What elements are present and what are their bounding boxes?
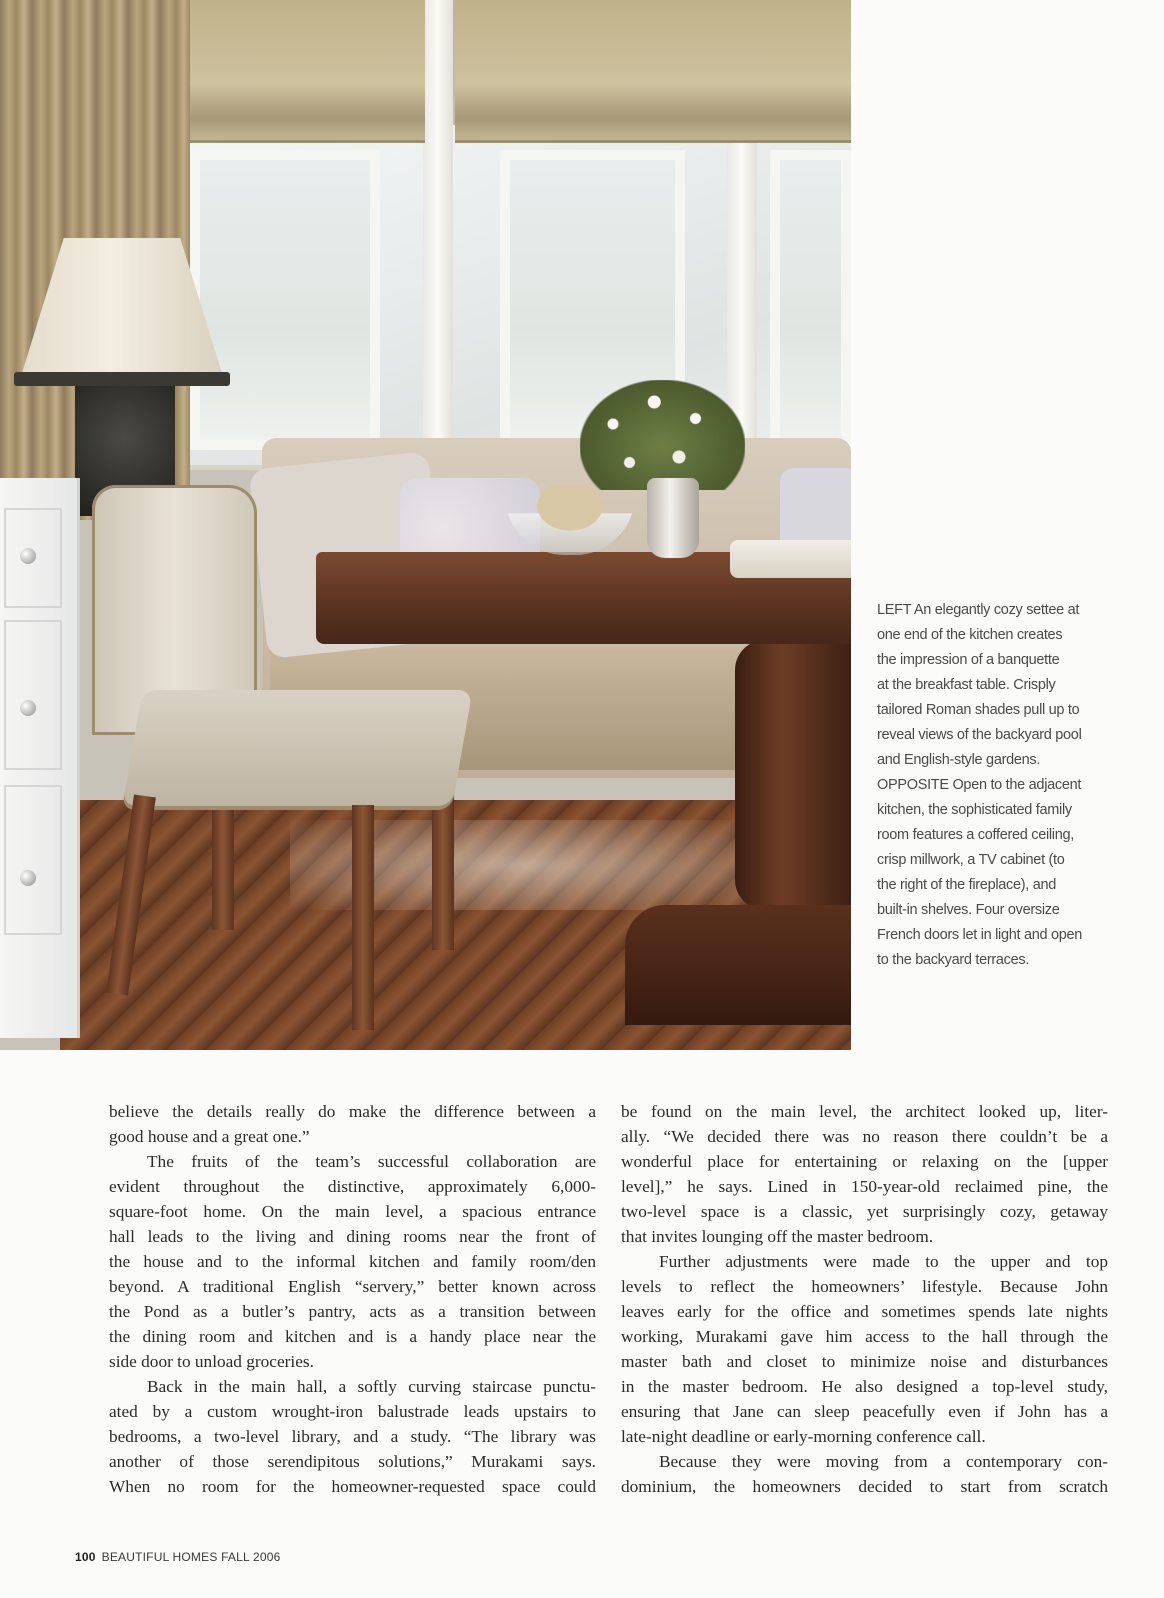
- caption-line: OPPOSITE Open to the adjacent: [877, 777, 1082, 793]
- body-line: The fruits of the team’s successful collaboration are: [147, 1152, 596, 1171]
- photo-drawer: [4, 620, 62, 770]
- body-line: be found on the main level, the architect looked up, liter-: [621, 1102, 1108, 1121]
- photo-drawer: [4, 785, 62, 935]
- body-line: Back in the main hall, a softly curving staircase punctu-: [147, 1377, 596, 1396]
- caption-line: the impression of a banquette: [877, 652, 1060, 668]
- photo-flowers: [580, 380, 745, 490]
- body-line: working, Murakami gave him access to the hall through the: [621, 1327, 1108, 1346]
- body-line: When no room for the homeowner-requested space could: [109, 1477, 596, 1496]
- body-line: that invites lounging off the master bedroom.: [621, 1227, 934, 1246]
- photo-chair-seat: [121, 690, 472, 810]
- caption-line: kitchen, the sophisticated family: [877, 802, 1072, 818]
- caption-line: room features a coffered ceiling,: [877, 827, 1074, 843]
- body-line: side door to unload groceries.: [109, 1352, 314, 1371]
- caption-line: built-in shelves. Four oversize: [877, 902, 1060, 918]
- body-line: two-level space is a classic, yet surprisingly cozy, getaway: [621, 1202, 1108, 1221]
- caption-line: and English-style gardens.: [877, 752, 1041, 768]
- caption-line: tailored Roman shades pull up to: [877, 702, 1080, 718]
- page-number: 100: [75, 1550, 96, 1564]
- body-line: ensuring that Jane can sleep peacefully even if John has a: [621, 1402, 1108, 1421]
- photo-roman-shade: [185, 0, 425, 143]
- caption-line: reveal views of the backyard pool: [877, 727, 1082, 743]
- caption-line: at the breakfast table. Crisply: [877, 677, 1056, 693]
- photo-table-foot: [625, 905, 851, 1025]
- photo-plates: [730, 540, 851, 578]
- body-line: leaves early for the office and sometimes spends late nights: [621, 1302, 1108, 1321]
- body-line: evident throughout the distinctive, approximately 6,000-: [109, 1177, 596, 1196]
- photo-drawer-knob: [20, 700, 36, 716]
- photo-table-pedestal: [735, 640, 851, 910]
- photo-drawer-knob: [20, 548, 36, 564]
- body-line: master bath and closet to minimize noise and disturbances: [621, 1352, 1108, 1371]
- caption-line: to the backyard terraces.: [877, 952, 1030, 968]
- body-line: bedrooms, a two-level library, and a study. “The library was: [109, 1427, 596, 1446]
- body-line: ally. “We decided there was no reason there couldn’t be a: [621, 1127, 1108, 1146]
- kitchen-photo: [0, 0, 851, 1050]
- caption-line: LEFT An elegantly cozy settee at: [877, 602, 1080, 618]
- body-line: good house and a great one.”: [109, 1127, 310, 1146]
- photo-chair-leg: [352, 805, 374, 1030]
- body-line: hall leads to the living and dining rooms near the front of: [109, 1227, 596, 1246]
- body-line: levels to reflect the homeowners’ lifestyle. Because John: [621, 1277, 1108, 1296]
- body-line: Because they were moving from a contemporary con-: [659, 1452, 1108, 1471]
- body-line: ated by a custom wrought-iron balustrade leads upstairs to: [109, 1402, 596, 1421]
- article-column-right: [621, 1099, 1108, 1499]
- publication-name: BEAUTIFUL HOMES FALL 2006: [101, 1550, 281, 1564]
- body-line: the house and to the informal kitchen and family room/den: [109, 1252, 596, 1271]
- photo-window-pane: [770, 150, 851, 450]
- photo-window-pane: [190, 150, 380, 450]
- photo-roman-shade: [455, 0, 851, 143]
- body-line: wonderful place for entertaining or relaxing on the [upper: [621, 1152, 1108, 1171]
- body-line: another of those serendipitous solutions,” Murakami says.: [109, 1452, 596, 1471]
- body-line: level],” he says. Lined in 150-year-old reclaimed pine, the: [621, 1177, 1108, 1196]
- caption-line: crisp millwork, a TV cabinet (to: [877, 852, 1065, 868]
- body-line: dominium, the homeowners decided to start from scratch: [621, 1477, 1108, 1496]
- body-line: the Pond as a butler’s pantry, acts as a transition between: [109, 1302, 596, 1321]
- body-line: the dining room and kitchen and is a handy place near the: [109, 1327, 596, 1346]
- body-line: believe the details really do make the difference between a: [109, 1102, 596, 1121]
- body-line: square-foot home. On the main level, a spacious entrance: [109, 1202, 596, 1221]
- caption-line: one end of the kitchen creates: [877, 627, 1063, 643]
- photo-mullion: [423, 0, 453, 470]
- caption-line: the right of the fireplace), and: [877, 877, 1057, 893]
- body-line: late-night deadline or early-morning conference call.: [621, 1427, 986, 1446]
- body-line: Further adjustments were made to the upper and top: [659, 1252, 1108, 1271]
- body-line: beyond. A traditional English “servery,” better known across: [109, 1277, 596, 1296]
- page-footer: [75, 1550, 280, 1564]
- photo-vase: [647, 478, 699, 558]
- article-column-left: [109, 1099, 596, 1499]
- photo-lampshade-trim: [14, 372, 230, 386]
- photo-caption: [877, 598, 1127, 973]
- photo-drawer-knob: [20, 870, 36, 886]
- body-line: in the master bedroom. He also designed a top-level study,: [621, 1377, 1108, 1396]
- caption-line: French doors let in light and open: [877, 927, 1083, 943]
